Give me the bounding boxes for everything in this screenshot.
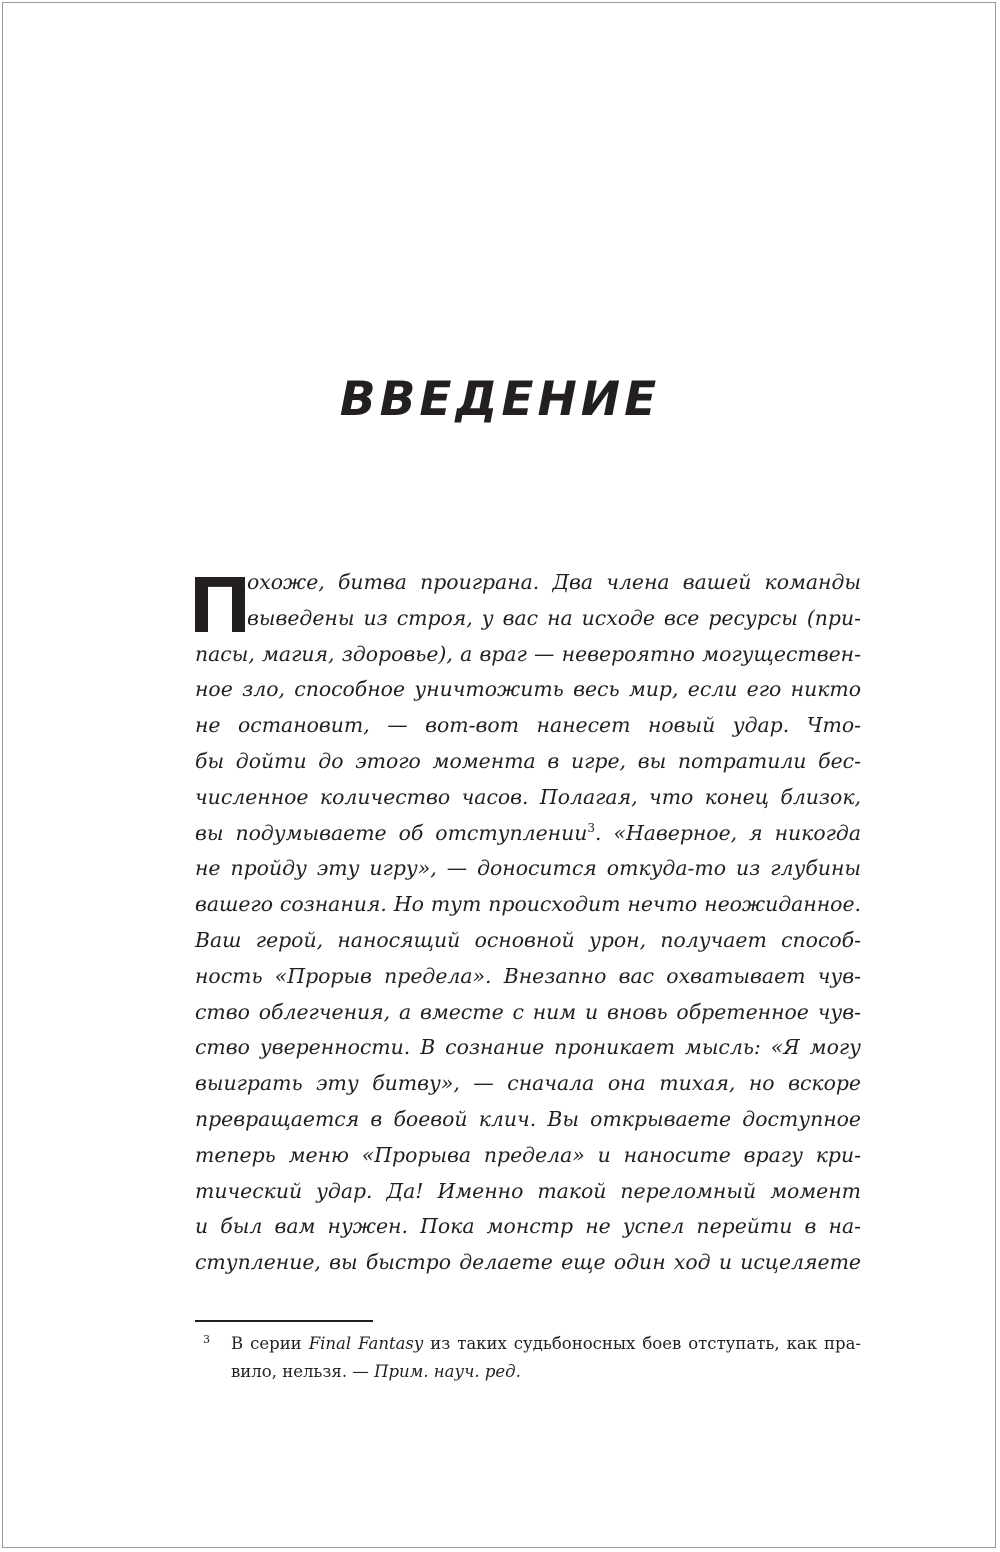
body-line [195,565,861,601]
footnote [195,1330,861,1386]
body-line: превращается в боевой клич. Вы открываете доступное [195,1106,861,1131]
body-line: ность «Прорыв предела». Внезапно вас охватывает чув- [195,963,861,988]
body-line: ное зло, способное уничтожить весь мир, если его никто [195,677,861,702]
body-line: пасы, магия, здоровье), а враг — невероятно могуществен- [195,641,861,666]
footnote-divider [195,1320,373,1322]
body-line: и был вам нужен. Пока монстр не успел перейти в на- [195,1214,861,1239]
body-text [195,565,861,1281]
body-line: бы дойти до этого момента в игре, вы потратили бес- [195,748,861,773]
body-line: не остановит, — вот-вот нанесет новый удар. Что- [195,713,861,738]
body-line: не пройду эту игру», — доносится откуда-то из глубины [195,856,861,881]
body-line: выиграть эту битву», — сначала она тихая, но вскоре [195,1071,861,1096]
body-line: тический удар. Да! Именно такой переломный момент [195,1178,861,1203]
body-line: теперь меню «Прорыва предела» и наносите врагу кри- [195,1142,861,1167]
footnote-editor-note: Прим. науч. ред. [374,1362,521,1381]
chapter-title: ВВЕДЕНИЕ [339,372,661,427]
body-line-text: охоже, битва проиграна. Два члена вашей команды [247,570,861,594]
footnote-text: В серии [231,1334,309,1353]
body-line-text: вы подумываете об отступлении [195,820,588,845]
footnote-marker: 3 [203,1333,210,1346]
footnote-reference[interactable]: 3 [587,820,596,835]
body-line-text: . «Наверное, я никогда [595,820,861,845]
body-line: Ваш герой, наносящий основной урон, получает способ- [195,927,861,952]
body-line: вашего сознания. Но тут происходит нечто неожиданное. [195,892,861,917]
body-line: выведены из строя, у вас на исходе все ресурсы (при- [247,605,861,630]
footnote-line [195,1330,861,1358]
body-line: ство облегчения, а вместе с ним и вновь обретенное чув- [195,999,861,1024]
body-line: численное количество часов. Полагая, что конец близок, [195,784,861,809]
body-line: ступление, вы быстро делаете еще один ход и исцеляете [195,1250,861,1275]
footnote-text: из таких судьбоносных боев отступать, как пра- [423,1334,861,1353]
footnote-text: вило, нельзя. — [231,1362,375,1381]
footnote-game-title: Final Fantasy [308,1334,424,1353]
body-line [195,816,861,852]
body-line: ство уверенности. В сознание проникает мысль: «Я могу [195,1035,861,1060]
footnote-line [195,1358,861,1386]
